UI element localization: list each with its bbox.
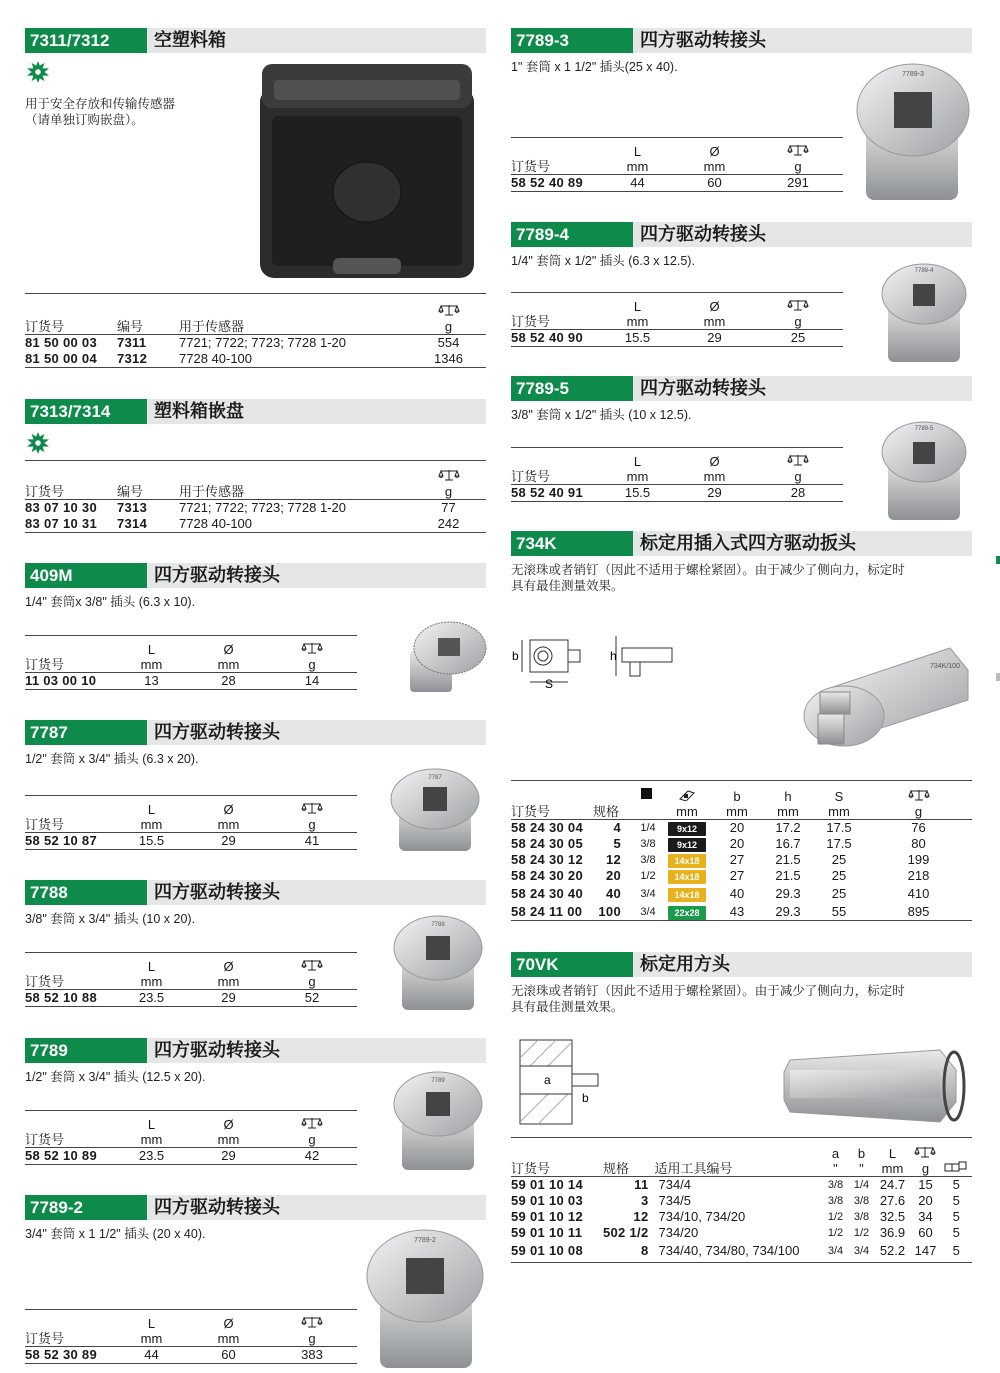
section-header — [25, 880, 486, 905]
engraving-text: 7789 — [431, 1078, 445, 1084]
table-row: 81 50 00 03 7311 7721; 7722; 7723; 7728 1-20 554 — [25, 335, 486, 352]
description: 1/4" 套筒 x 1/2" 插头 (6.3 x 12.5). — [511, 254, 695, 268]
description: 3/8" 套筒 x 1/2" 插头 (10 x 12.5). — [511, 408, 692, 422]
scale-icon — [301, 959, 323, 971]
engraving-text: 7789-4 — [914, 268, 934, 274]
description: 1/2" 套筒 x 3/4" 插头 (12.5 x 20). — [25, 1070, 206, 1084]
product-code: 70VK — [511, 952, 633, 977]
insert-size-badge: 14x18 — [668, 870, 706, 884]
product-code: 7313/7314 — [25, 399, 147, 424]
new-starburst-icon — [27, 61, 49, 83]
description: 1" 套筒 x 1 1/2" 插头(25 x 40). — [511, 60, 678, 74]
unit-g: g — [444, 319, 453, 334]
section-header — [25, 1038, 486, 1063]
description: 1/2" 套筒 x 3/4" 插头 (6.3 x 20). — [25, 752, 199, 766]
scale-icon — [438, 469, 460, 481]
insert-size-badge: 9x12 — [668, 838, 706, 852]
adapter-7789-4-image — [876, 258, 972, 366]
scale-icon — [787, 144, 809, 156]
section-header — [25, 28, 486, 53]
dimension-label: b — [512, 649, 519, 663]
table-7789-3: 订货号 L mm Ø mm g 58 52 40 89 44 60 291 — [511, 137, 843, 192]
table-row: 58 52 40 91 15.5 29 28 — [511, 485, 843, 502]
scale-icon — [908, 789, 930, 801]
description-line: （请单独订购嵌盘）。 — [25, 113, 144, 127]
insert-size-badge: 9x12 — [668, 822, 706, 836]
section-header — [511, 376, 972, 401]
table-row: 58 52 40 90 15.5 29 25 — [511, 330, 843, 347]
col-sensor: 用于传感器 — [179, 319, 245, 334]
table-row: 58 52 10 89 23.5 29 42 — [25, 1148, 357, 1165]
scale-icon — [787, 299, 809, 311]
table-row: 58 24 30 05 5 3/8 9x12 20 16.7 17.5 80 — [511, 836, 926, 851]
unit-g: g — [444, 484, 453, 499]
adapter-7789-3-image — [852, 58, 974, 204]
table-7313 — [25, 460, 486, 533]
table-row: 59 01 10 08 8 734/40, 734/80, 734/100 3/4 3/4 52.2 147 5 — [511, 1241, 972, 1262]
table-row: 11 03 00 10 13 28 14 — [25, 673, 357, 690]
dimension-label: a — [544, 1073, 551, 1087]
product-code: 7789-3 — [511, 28, 633, 53]
product-title: 四方驱动转接头 — [640, 378, 766, 398]
scale-icon — [914, 1146, 936, 1158]
table-70vk: 订货号 规格 适用工具编号 a " b " L mm g 59 01 10 14 11 734/4 3/8 1/4 24.7 15 5 59 01 10 03 3 734/5 3/8 3/8 27.6 20 5 59 01 10 12 12 734/10, 734/20 1/2 3/8 32.5 34 5 59 01 10 11 502 1/2 734/20 1/2 1/2 36.9 60 5 59 01 10 08 8 734/40, 734/80, 734/100 3/4 3/4 52.2 147 5 — [511, 1137, 972, 1263]
col-number: 编号 — [117, 484, 144, 499]
product-title: 标定用方头 — [640, 954, 730, 974]
product-title: 四方驱动转接头 — [640, 30, 766, 50]
square-bar-70vk-image — [780, 1040, 970, 1130]
insert-tool-734k-image — [790, 640, 972, 760]
product-title: 四方驱动转接头 — [154, 882, 280, 902]
table-row: 58 24 30 20 20 1/2 14x18 27 21.5 25 218 — [511, 868, 930, 883]
table-7789-2: 订货号 L mm Ø mm g 58 52 30 89 44 60 383 — [25, 1309, 357, 1364]
product-title: 四方驱动转接头 — [154, 722, 280, 742]
table-7311 — [25, 293, 486, 368]
table-row: 59 01 10 03 3 734/5 3/8 3/8 27.6 20 5 — [511, 1193, 960, 1208]
table-7789-4: 订货号 L mm Ø mm g 58 52 40 90 15.5 29 25 — [511, 292, 843, 347]
scale-icon — [301, 642, 323, 654]
engraving-text: 7789-2 — [414, 1237, 436, 1244]
description-line: 具有最佳测量效果。 — [511, 579, 624, 593]
table-734k: 订货号 规格 mm b mm h mm S mm g 58 24 30 04 4 1/4 9x12 20 17.2 17.5 76 58 24 30 05 5 3/8 9x12 20 16.7 17.5 80 58 24 30 12 12 3/8 14x18 27 21.5 25 199 58 24 30 20 20 1/2 14x18 27 21.5 25 218 58 24 30 40 40 3/4 14x18 40 29.3 25 410 58 24 11 00 100 3/4 22x28 43 29.3 55 895 — [511, 780, 972, 921]
product-title: 四方驱动转接头 — [154, 1197, 280, 1217]
description-line: 无滚珠或者销钉（因此不适用于螺栓紧固）。由于减少了侧向力，标定时 — [511, 984, 905, 998]
col-order: 订货号 — [25, 319, 65, 334]
plastic-case-image — [258, 58, 476, 282]
insert-size-badge: 14x18 — [668, 854, 706, 868]
table-row: 59 01 10 12 12 734/10, 734/20 1/2 3/8 32.5 34 5 — [511, 1209, 960, 1224]
adapter-7787-image — [385, 765, 485, 855]
insert-tool-icon — [678, 789, 696, 801]
section-header — [25, 563, 486, 588]
table-row: 58 52 10 88 23.5 29 52 — [25, 990, 357, 1007]
product-code: 7789-5 — [511, 376, 633, 401]
product-title: 空塑料箱 — [154, 30, 226, 50]
section-header — [511, 952, 972, 977]
engraving-text: 7789-3 — [902, 71, 924, 78]
adapter-7789-5-image — [876, 416, 972, 524]
product-code: 7311/7312 — [25, 28, 147, 53]
description: 3/8" 套筒 x 3/4" 插头 (10 x 20). — [25, 912, 196, 926]
engraving-text: 7788 — [431, 922, 445, 928]
adapter-409m-image — [400, 610, 490, 700]
table-row: 83 07 10 31 7314 7728 40-100 242 — [25, 516, 486, 533]
table-row: 58 52 30 89 44 60 383 — [25, 1347, 357, 1364]
product-code: 7789-2 — [25, 1195, 147, 1220]
table-7788: 订货号 L mm Ø mm g 58 52 10 88 23.5 29 52 — [25, 952, 357, 1007]
section-header — [511, 531, 972, 556]
scale-icon — [301, 802, 323, 814]
section-header — [25, 720, 486, 745]
col-size: 规格 — [603, 1161, 630, 1176]
section-7313 — [25, 399, 486, 459]
table-row: 58 24 11 00 100 3/4 22x28 43 29.3 55 895 — [511, 904, 972, 921]
dimension-label: h — [610, 649, 617, 663]
scale-icon — [301, 1316, 323, 1328]
adapter-7789-image — [388, 1066, 488, 1174]
table-7787: 订货号 L mm Ø mm g 58 52 10 87 15.5 29 41 — [25, 795, 357, 850]
table-row: 58 24 30 40 40 3/4 14x18 40 29.3 25 410 — [511, 886, 930, 901]
col-size: 规格 — [593, 804, 620, 819]
section-734k — [511, 531, 972, 594]
square-drive-icon — [641, 788, 652, 799]
engraving-text: 7789-5 — [914, 426, 934, 432]
product-title: 四方驱动转接头 — [154, 565, 280, 585]
scale-icon — [438, 304, 460, 316]
page-edge-tab — [996, 673, 1000, 681]
engraving-text: 734K/100 — [930, 663, 960, 670]
product-code: 409M — [25, 563, 147, 588]
table-row: 58 52 40 89 44 60 291 — [511, 175, 843, 192]
section-header — [511, 222, 972, 247]
product-title: 标定用插入式四方驱动扳头 — [640, 533, 856, 553]
dimension-diagram-70vk — [512, 1038, 612, 1128]
product-title: 塑料箱嵌盘 — [154, 401, 244, 421]
description-line: 具有最佳测量效果。 — [511, 1000, 624, 1014]
table-7789-5: 订货号 L mm Ø mm g 58 52 40 91 15.5 29 28 — [511, 447, 843, 502]
new-starburst-icon — [27, 432, 49, 454]
insert-size-badge: 22x28 — [668, 906, 706, 920]
table-row: 58 52 10 87 15.5 29 41 — [25, 833, 357, 850]
product-code: 7787 — [25, 720, 147, 745]
section-header — [25, 1195, 486, 1220]
col-order: 订货号 — [25, 484, 65, 499]
insert-size-badge: 14x18 — [668, 888, 706, 902]
description-line: 用于安全存放和传输传感器 — [25, 97, 176, 111]
dimension-label: b — [582, 1091, 589, 1105]
adapter-7788-image — [388, 910, 488, 1014]
table-row: 83 07 10 30 7313 7721; 7722; 7723; 7728 1-20 77 — [25, 500, 486, 517]
description: 3/4" 套筒 x 1 1/2" 插头 (20 x 40). — [25, 1227, 206, 1241]
section-7787 — [25, 720, 486, 767]
col-number: 编号 — [117, 319, 144, 334]
col-sensor: 用于传感器 — [179, 484, 245, 499]
table-row: 59 01 10 11 502 1/2 734/20 1/2 1/2 36.9 60 5 — [511, 1225, 960, 1240]
product-code: 734K — [511, 531, 633, 556]
description: 1/4" 套筒x 3/8" 插头 (6.3 x 10). — [25, 595, 196, 609]
section-409m — [25, 563, 486, 610]
product-title: 四方驱动转接头 — [154, 1040, 280, 1060]
dimension-diagram-734k — [510, 630, 685, 692]
package-units-icon — [944, 1159, 968, 1173]
table-409m: 订货号 L mm Ø mm g 11 03 00 10 13 28 14 — [25, 635, 357, 690]
table-7789: 订货号 L mm Ø mm g 58 52 10 89 23.5 29 42 — [25, 1110, 357, 1165]
table-row: 58 24 30 04 4 1/4 9x12 20 17.2 17.5 76 — [511, 820, 972, 837]
dimension-label: S — [545, 677, 554, 691]
product-code: 7789-4 — [511, 222, 633, 247]
product-code: 7789 — [25, 1038, 147, 1063]
product-code: 7788 — [25, 880, 147, 905]
col-tool: 适用工具编号 — [654, 1161, 733, 1176]
adapter-7789-2-image — [362, 1222, 488, 1372]
page-edge-tab — [996, 556, 1000, 564]
table-row: 58 24 30 12 12 3/8 14x18 27 21.5 25 199 — [511, 852, 930, 867]
scale-icon — [301, 1117, 323, 1129]
table-row: 81 50 00 04 7312 7728 40-100 1346 — [25, 351, 486, 368]
engraving-text: 7787 — [428, 775, 442, 781]
section-header — [25, 399, 486, 424]
scale-icon — [787, 454, 809, 466]
section-header — [511, 28, 972, 53]
product-title: 四方驱动转接头 — [640, 224, 766, 244]
description-line: 无滚珠或者销钉（因此不适用于螺栓紧固）。由于减少了侧向力，标定时 — [511, 563, 905, 577]
table-row: 59 01 10 14 11 734/4 3/8 1/4 24.7 15 5 — [511, 1177, 972, 1194]
section-70vk — [511, 952, 972, 1015]
